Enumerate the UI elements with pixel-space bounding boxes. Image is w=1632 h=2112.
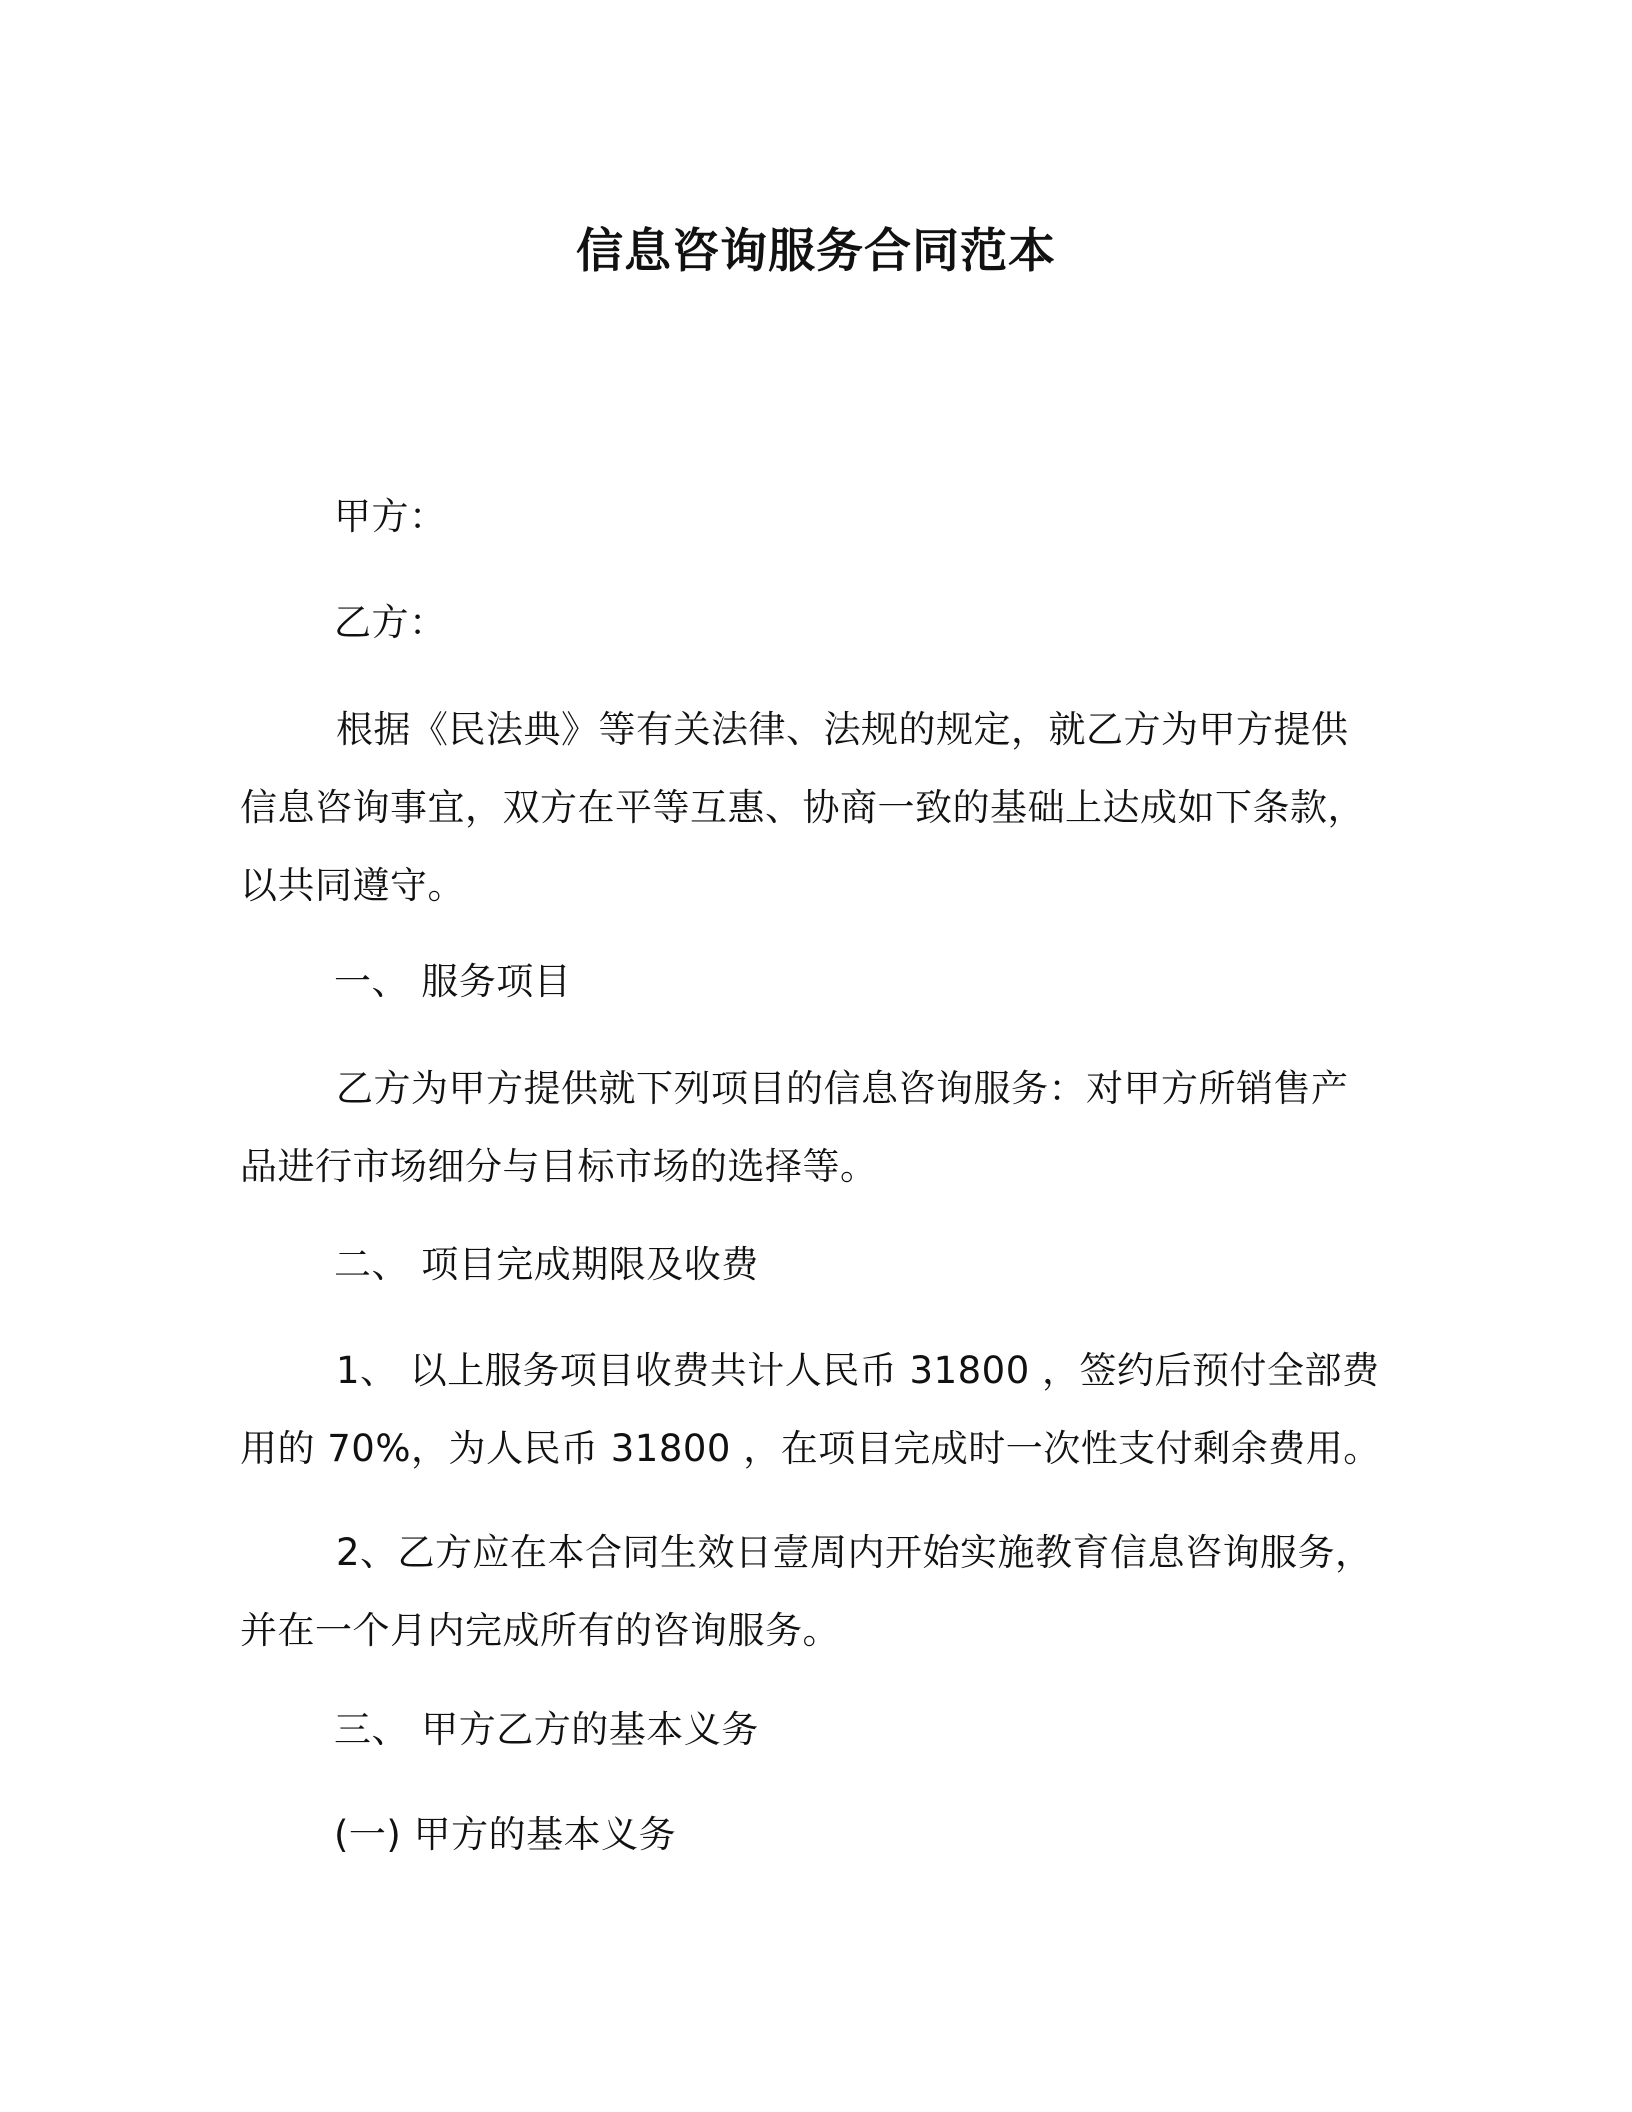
intro-paragraph: 根据《民法典》等有关法律、法规的规定，就乙方为甲方提供信息咨询事宜，双方在平等互惠、协商一致的基础上达成如下条款，以共同遵守。	[240, 708, 1365, 907]
party-a-label: 甲方：	[334, 495, 447, 538]
section-2-item-2: 2、乙方应在本合同生效日壹周内开始实施教育信息咨询服务，并在一个月内完成所有的咨询服务。	[240, 1531, 1373, 1652]
party-b-label: 乙方：	[334, 601, 447, 644]
document-title: 信息咨询服务合同范本	[576, 224, 1056, 279]
section-3-sub-1: (一) 甲方的基本义务	[334, 1813, 677, 1856]
section-2-item-1: 1、 以上服务项目收费共计人民币 31800 ，签约后预付全部费用的 70%，为人民币 31800 ，在项目完成时一次性支付剩余费用。	[240, 1349, 1381, 1470]
section-1-heading: 一、 服务项目	[334, 960, 572, 1003]
section-3-heading: 三、 甲方乙方的基本义务	[334, 1708, 759, 1751]
section-2-heading: 二、 项目完成期限及收费	[334, 1243, 759, 1286]
section-1-text: 乙方为甲方提供就下列项目的信息咨询服务：对甲方所销售产品进行市场细分与目标市场的选择等。	[240, 1067, 1349, 1188]
